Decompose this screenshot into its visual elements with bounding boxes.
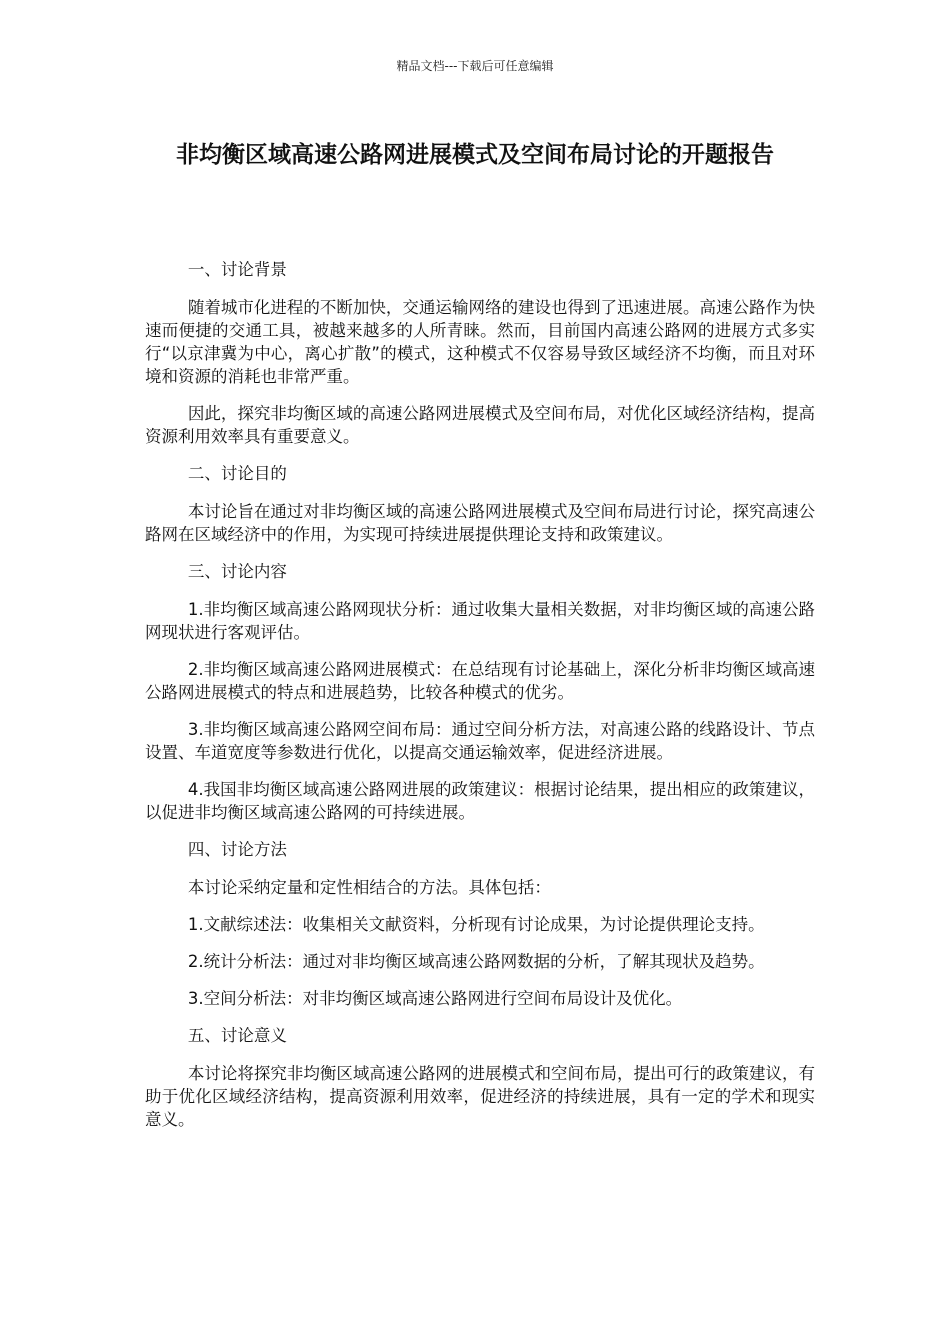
list-item: 2.统计分析法：通过对非均衡区域高速公路网数据的分析，了解其现状及趋势。 xyxy=(187,952,765,971)
section-heading-purpose: 二、讨论目的 xyxy=(187,464,287,483)
list-item: 3.空间分析法：对非均衡区域高速公路网进行空间布局设计及优化。 xyxy=(187,989,683,1008)
section-heading-background: 一、讨论背景 xyxy=(187,260,287,279)
list-item: 2.非均衡区域高速公路网进展模式：在总结现有讨论基础上，深化分析非均衡区域高速公路网进展模式的特点和进展趋势，比较各种模式的优劣。 xyxy=(145,660,815,702)
section-heading-content: 三、讨论内容 xyxy=(187,562,287,581)
section-heading-method: 四、讨论方法 xyxy=(187,840,287,859)
document-body xyxy=(145,258,815,1145)
paragraph: 因此，探究非均衡区域的高速公路网进展模式及空间布局，对优化区域经济结构，提高资源利用效率具有重要意义。 xyxy=(145,404,815,446)
paragraph: 随着城市化进程的不断加快，交通运输网络的建设也得到了迅速进展。高速公路作为快速而便捷的交通工具，被越来越多的人所青睐。然而，目前国内高速公路网的进展方式多实行“以京津冀为中心，离心扩散”的模式，这种模式不仅容易导致区域经济不均衡，而且对环境和资源的消耗也非常严重。 xyxy=(145,298,815,386)
page-header: 精品文档---下载后可任意编辑 xyxy=(396,59,554,73)
list-item: 1.文献综述法：收集相关文献资料，分析现有讨论成果，为讨论提供理论支持。 xyxy=(187,915,765,934)
paragraph: 本讨论旨在通过对非均衡区域的高速公路网进展模式及空间布局进行讨论，探究高速公路网在区域经济中的作用，为实现可持续进展提供理论支持和政策建议。 xyxy=(145,502,815,544)
paragraph: 本讨论将探究非均衡区域高速公路网的进展模式和空间布局，提出可行的政策建议，有助于优化区域经济结构，提高资源利用效率，促进经济的持续进展，具有一定的学术和现实意义。 xyxy=(145,1064,815,1129)
section-heading-significance: 五、讨论意义 xyxy=(187,1026,287,1045)
paragraph: 本讨论采纳定量和定性相结合的方法。具体包括： xyxy=(187,878,551,897)
list-item: 3.非均衡区域高速公路网空间布局：通过空间分析方法，对高速公路的线路设计、节点设置、车道宽度等参数进行优化，以提高交通运输效率，促进经济进展。 xyxy=(145,720,815,762)
list-item: 1.非均衡区域高速公路网现状分析：通过收集大量相关数据，对非均衡区域的高速公路网现状进行客观评估。 xyxy=(145,600,815,642)
document-title: 非均衡区域高速公路网进展模式及空间布局讨论的开题报告 xyxy=(176,142,774,168)
list-item: 4.我国非均衡区域高速公路网进展的政策建议：根据讨论结果，提出相应的政策建议，以促进非均衡区域高速公路网的可持续进展。 xyxy=(145,780,815,822)
